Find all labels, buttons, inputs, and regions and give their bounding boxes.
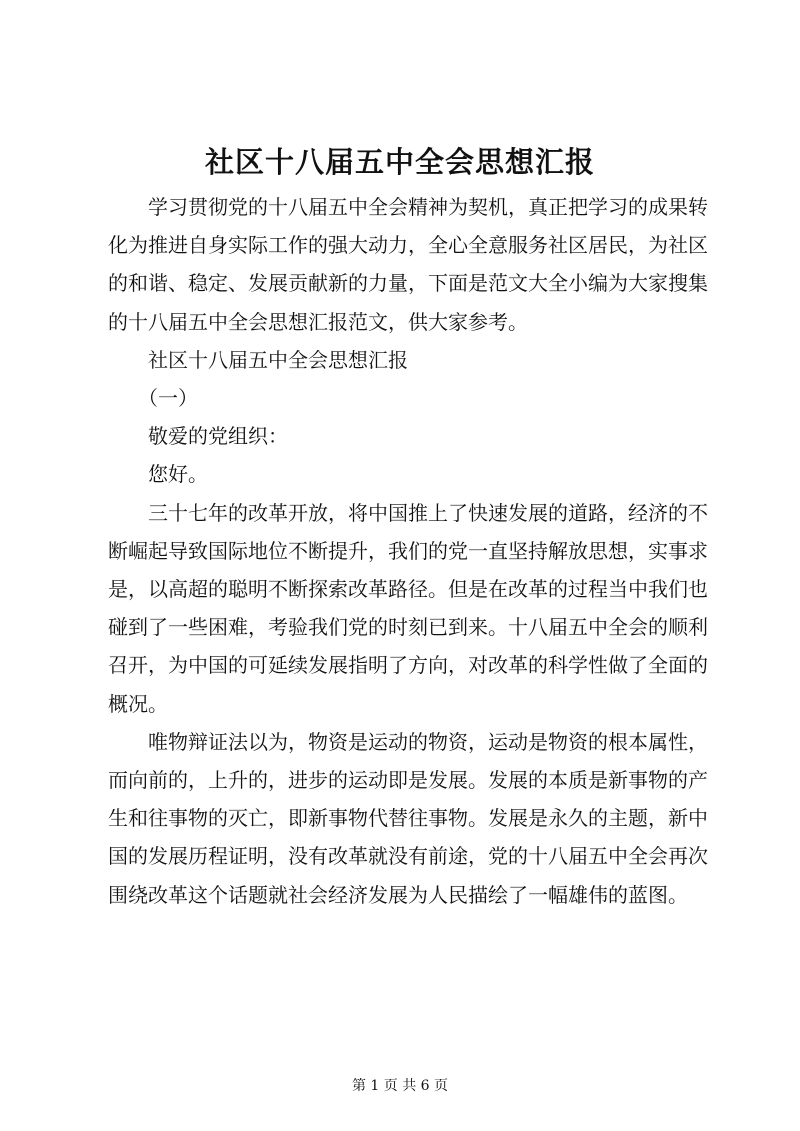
document-body xyxy=(108,188,708,914)
paragraph-salutation: 敬爱的党组织： xyxy=(148,424,288,449)
paragraph-section-number: （一） xyxy=(138,386,198,411)
paragraph-dialectics: 唯物辩证法以为，物资是运动的物资，运动是物资的根本属性，而向前的，上升的，进步的运动即是发展。发展的本质是新事物的产生和往事物的灭亡，即新事物代替往事物。发展是永久的主题，新中国的发展历程证明，没有改革就没有前途，党的十八届五中全会再次围绕改革这个话题就社会经济发展为人民描绘了一幅雄伟的蓝图。 xyxy=(108,729,708,907)
paragraph-subtitle: 社区十八届五中全会思想汇报 xyxy=(148,347,408,372)
document-title: 社区十八届五中全会思想汇报 xyxy=(204,145,595,179)
paragraph-intro: 学习贯彻党的十八届五中全会精神为契机，真正把学习的成果转化为推进自身实际工作的强大动力，全心全意服务社区居民，为社区的和谐、稳定、发展贡献新的力量，下面是范文大全小编为大家搜集的十八届五中全会思想汇报范文，供大家参考。 xyxy=(108,195,708,334)
paragraph-greeting: 您好。 xyxy=(148,462,208,487)
paragraph-reform: 三十七年的改革开放，将中国推上了快速发展的道路，经济的不断崛起导致国际地位不断提升，我们的党一直坚持解放思想，实事求是，以高超的聪明不断探索改革路径。但是在改革的过程当中我们也碰到了一些困难，考验我们党的时刻已到来。十八届五中全会的顺利召开，为中国的可延续发展指明了方向，对改革的科学性做了全面的概况。 xyxy=(108,500,708,716)
page-footer: 第 1 页 共 6 页 xyxy=(351,1078,449,1094)
